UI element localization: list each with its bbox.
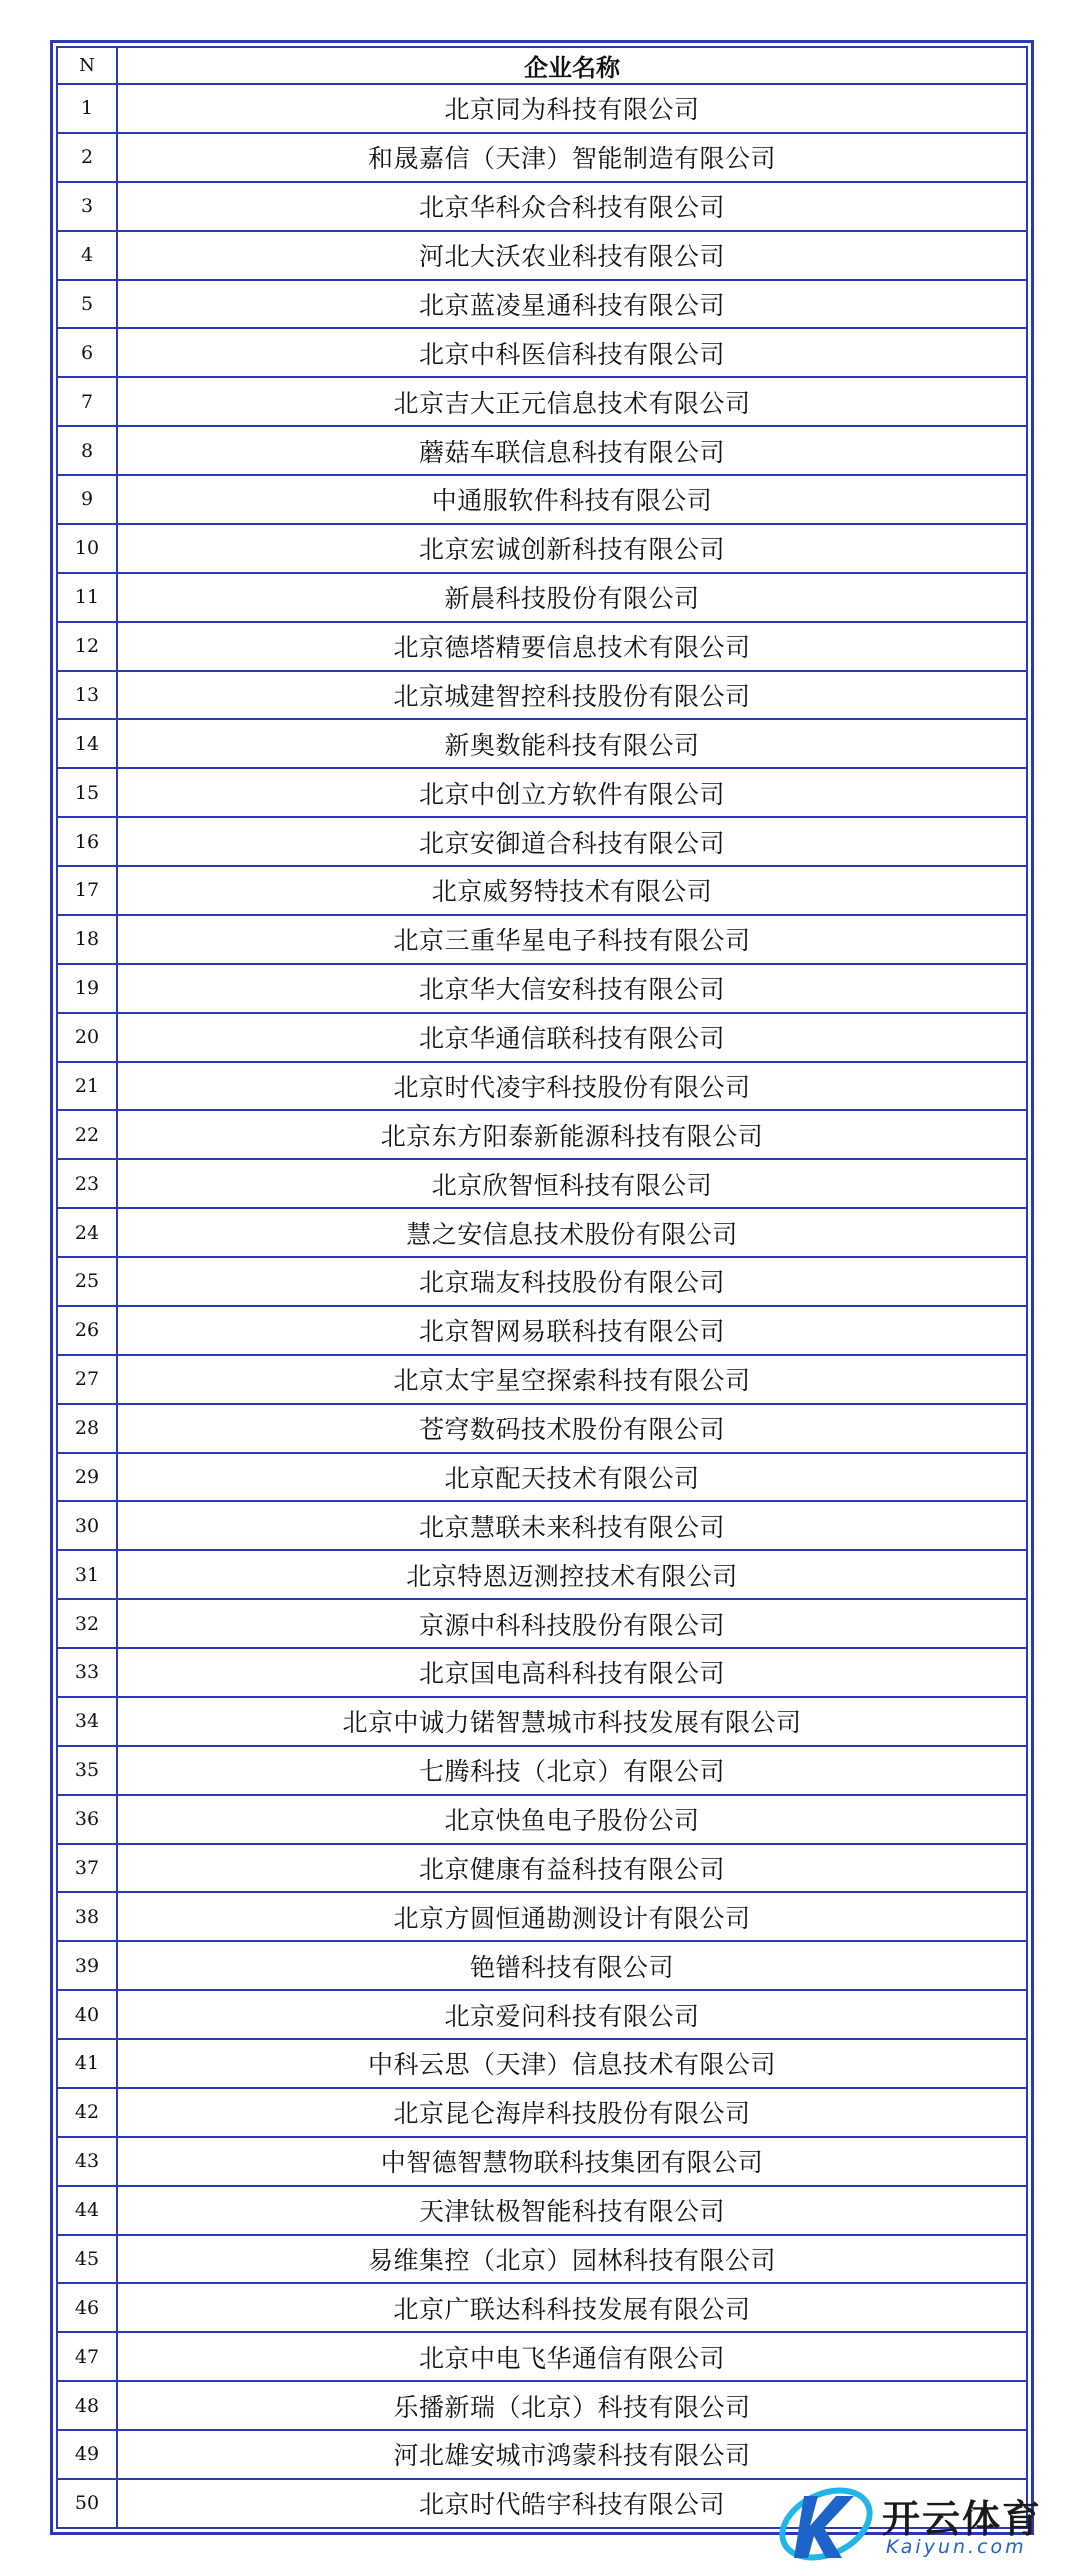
table-row	[57, 1257, 1027, 1306]
company-name-cell: 北京威努特技术有限公司	[117, 866, 1027, 915]
table-row	[57, 2088, 1027, 2137]
table-row	[57, 84, 1027, 133]
row-number: 46	[57, 2283, 117, 2332]
row-number: 26	[57, 1306, 117, 1355]
row-number: 6	[57, 328, 117, 377]
company-name-cell: 北京吉大正元信息技术有限公司	[117, 377, 1027, 426]
company-name-cell: 京源中科科技股份有限公司	[117, 1599, 1027, 1648]
table-body	[57, 84, 1027, 2528]
table-row	[57, 1550, 1027, 1599]
company-name-cell: 苍穹数码技术股份有限公司	[117, 1404, 1027, 1453]
watermark-logo	[774, 2478, 1074, 2568]
company-name-cell: 北京宏诚创新科技有限公司	[117, 524, 1027, 573]
table-row	[57, 2381, 1027, 2430]
row-number: 23	[57, 1159, 117, 1208]
row-number: 9	[57, 475, 117, 524]
row-number: 27	[57, 1355, 117, 1404]
row-number: 24	[57, 1208, 117, 1257]
company-name-cell: 北京华通信联科技有限公司	[117, 1013, 1027, 1062]
row-number: 41	[57, 2039, 117, 2088]
table-header-row	[57, 47, 1027, 84]
company-name-cell: 北京健康有益科技有限公司	[117, 1844, 1027, 1893]
table-row	[57, 2283, 1027, 2332]
table-row	[57, 2332, 1027, 2381]
table-row	[57, 1697, 1027, 1746]
table-row	[57, 328, 1027, 377]
row-number: 36	[57, 1795, 117, 1844]
row-number: 8	[57, 426, 117, 475]
row-number: 20	[57, 1013, 117, 1062]
row-number: 48	[57, 2381, 117, 2430]
table-row	[57, 133, 1027, 182]
table-row	[57, 1648, 1027, 1697]
table-row	[57, 768, 1027, 817]
company-name-cell: 慧之安信息技术股份有限公司	[117, 1208, 1027, 1257]
table-row	[57, 1062, 1027, 1111]
table-row	[57, 1355, 1027, 1404]
company-name-cell: 北京国电高科科技有限公司	[117, 1648, 1027, 1697]
company-name-cell: 北京时代皓宇科技有限公司	[117, 2479, 1027, 2528]
company-name-cell: 北京安御道合科技有限公司	[117, 817, 1027, 866]
table-row	[57, 2039, 1027, 2088]
company-name-cell: 北京瑞友科技股份有限公司	[117, 1257, 1027, 1306]
company-name-cell: 北京欣智恒科技有限公司	[117, 1159, 1027, 1208]
company-name-cell: 北京快鱼电子股份公司	[117, 1795, 1027, 1844]
table-row	[57, 2430, 1027, 2479]
company-name-cell: 北京蓝凌星通科技有限公司	[117, 280, 1027, 329]
company-name-cell: 铯镨科技有限公司	[117, 1941, 1027, 1990]
company-name-cell: 蘑菇车联信息科技有限公司	[117, 426, 1027, 475]
table-row	[57, 964, 1027, 1013]
table-row	[57, 671, 1027, 720]
company-name-cell: 北京昆仑海岸科技股份有限公司	[117, 2088, 1027, 2137]
watermark-domain: Kaiyun.com	[886, 2536, 1027, 2558]
table-row	[57, 1501, 1027, 1550]
table-row	[57, 915, 1027, 964]
company-name-cell: 北京中科医信科技有限公司	[117, 328, 1027, 377]
row-number: 16	[57, 817, 117, 866]
row-number: 25	[57, 1257, 117, 1306]
company-name-cell: 北京爱问科技有限公司	[117, 1990, 1027, 2039]
table-row	[57, 817, 1027, 866]
row-number: 2	[57, 133, 117, 182]
table-row	[57, 377, 1027, 426]
company-name-cell: 北京中创立方软件有限公司	[117, 768, 1027, 817]
company-name-cell: 北京三重华星电子科技有限公司	[117, 915, 1027, 964]
table-row	[57, 475, 1027, 524]
row-number: 49	[57, 2430, 117, 2479]
row-number: 28	[57, 1404, 117, 1453]
table-row	[57, 280, 1027, 329]
table-row	[57, 1746, 1027, 1795]
table-row	[57, 1599, 1027, 1648]
row-number: 5	[57, 280, 117, 329]
table-row	[57, 1013, 1027, 1062]
table-row	[57, 2235, 1027, 2284]
row-number: 10	[57, 524, 117, 573]
kaiyun-logo-icon	[774, 2478, 884, 2568]
row-number: 19	[57, 964, 117, 1013]
row-number: 15	[57, 768, 117, 817]
row-number: 14	[57, 719, 117, 768]
row-number: 45	[57, 2235, 117, 2284]
company-name-cell: 北京德塔精要信息技术有限公司	[117, 622, 1027, 671]
row-number: 40	[57, 1990, 117, 2039]
row-number: 13	[57, 671, 117, 720]
company-name-cell: 新晨科技股份有限公司	[117, 573, 1027, 622]
table-row	[57, 1159, 1027, 1208]
table-row	[57, 1844, 1027, 1893]
company-name-cell: 河北大沃农业科技有限公司	[117, 231, 1027, 280]
company-name-cell: 河北雄安城市鸿蒙科技有限公司	[117, 2430, 1027, 2479]
table-row	[57, 1941, 1027, 1990]
company-name-cell: 天津钛极智能科技有限公司	[117, 2186, 1027, 2235]
company-name-cell: 新奥数能科技有限公司	[117, 719, 1027, 768]
table-row	[57, 426, 1027, 475]
table-row	[57, 1795, 1027, 1844]
company-name-cell: 北京华科众合科技有限公司	[117, 182, 1027, 231]
company-name-cell: 北京时代凌宇科技股份有限公司	[117, 1062, 1027, 1111]
table-row	[57, 1892, 1027, 1941]
row-number: 12	[57, 622, 117, 671]
row-number: 1	[57, 84, 117, 133]
company-name-cell: 北京华大信安科技有限公司	[117, 964, 1027, 1013]
table-row	[57, 1208, 1027, 1257]
column-header-company-name: 企业名称	[117, 47, 1027, 84]
company-name-cell: 易维集控（北京）园林科技有限公司	[117, 2235, 1027, 2284]
table-row	[57, 524, 1027, 573]
row-number: 47	[57, 2332, 117, 2381]
row-number: 39	[57, 1941, 117, 1990]
table-row	[57, 573, 1027, 622]
row-number: 43	[57, 2137, 117, 2186]
row-number: 11	[57, 573, 117, 622]
company-name-cell: 北京同为科技有限公司	[117, 84, 1027, 133]
company-name-cell: 七腾科技（北京）有限公司	[117, 1746, 1027, 1795]
company-name-cell: 北京慧联未来科技有限公司	[117, 1501, 1027, 1550]
table-row	[57, 1990, 1027, 2039]
watermark-brand: 开云体育	[882, 2497, 1043, 2541]
company-table-frame	[50, 40, 1034, 2535]
row-number: 17	[57, 866, 117, 915]
company-name-cell: 北京中电飞华通信有限公司	[117, 2332, 1027, 2381]
row-number: 18	[57, 915, 117, 964]
row-number: 42	[57, 2088, 117, 2137]
table-row	[57, 182, 1027, 231]
company-name-cell: 北京智网易联科技有限公司	[117, 1306, 1027, 1355]
row-number: 7	[57, 377, 117, 426]
company-name-cell: 中科云思（天津）信息技术有限公司	[117, 2039, 1027, 2088]
row-number: 38	[57, 1892, 117, 1941]
row-number: 35	[57, 1746, 117, 1795]
table-row	[57, 1453, 1027, 1502]
row-number: 44	[57, 2186, 117, 2235]
company-name-cell: 北京中诚力锘智慧城市科技发展有限公司	[117, 1697, 1027, 1746]
row-number: 4	[57, 231, 117, 280]
row-number: 31	[57, 1550, 117, 1599]
company-table	[56, 46, 1028, 2529]
company-name-cell: 北京特恩迈测控技术有限公司	[117, 1550, 1027, 1599]
company-name-cell: 北京东方阳泰新能源科技有限公司	[117, 1110, 1027, 1159]
row-number: 22	[57, 1110, 117, 1159]
row-number: 50	[57, 2479, 117, 2528]
row-number: 37	[57, 1844, 117, 1893]
company-name-cell: 乐播新瑞（北京）科技有限公司	[117, 2381, 1027, 2430]
table-row	[57, 866, 1027, 915]
row-number: 21	[57, 1062, 117, 1111]
column-header-number: N	[57, 47, 117, 84]
company-name-cell: 北京配天技术有限公司	[117, 1453, 1027, 1502]
table-row	[57, 2137, 1027, 2186]
row-number: 32	[57, 1599, 117, 1648]
table-row	[57, 1306, 1027, 1355]
company-name-cell: 北京城建智控科技股份有限公司	[117, 671, 1027, 720]
company-name-cell: 中通服软件科技有限公司	[117, 475, 1027, 524]
table-row	[57, 2186, 1027, 2235]
row-number: 29	[57, 1453, 117, 1502]
row-number: 3	[57, 182, 117, 231]
company-name-cell: 中智德智慧物联科技集团有限公司	[117, 2137, 1027, 2186]
table-row	[57, 1404, 1027, 1453]
company-name-cell: 北京广联达科科技发展有限公司	[117, 2283, 1027, 2332]
table-row	[57, 719, 1027, 768]
table-row	[57, 1110, 1027, 1159]
row-number: 30	[57, 1501, 117, 1550]
row-number: 34	[57, 1697, 117, 1746]
company-name-cell: 北京太宇星空探索科技有限公司	[117, 1355, 1027, 1404]
table-row	[57, 231, 1027, 280]
company-name-cell: 北京方圆恒通勘测设计有限公司	[117, 1892, 1027, 1941]
table-row	[57, 622, 1027, 671]
company-name-cell: 和晟嘉信（天津）智能制造有限公司	[117, 133, 1027, 182]
row-number: 33	[57, 1648, 117, 1697]
